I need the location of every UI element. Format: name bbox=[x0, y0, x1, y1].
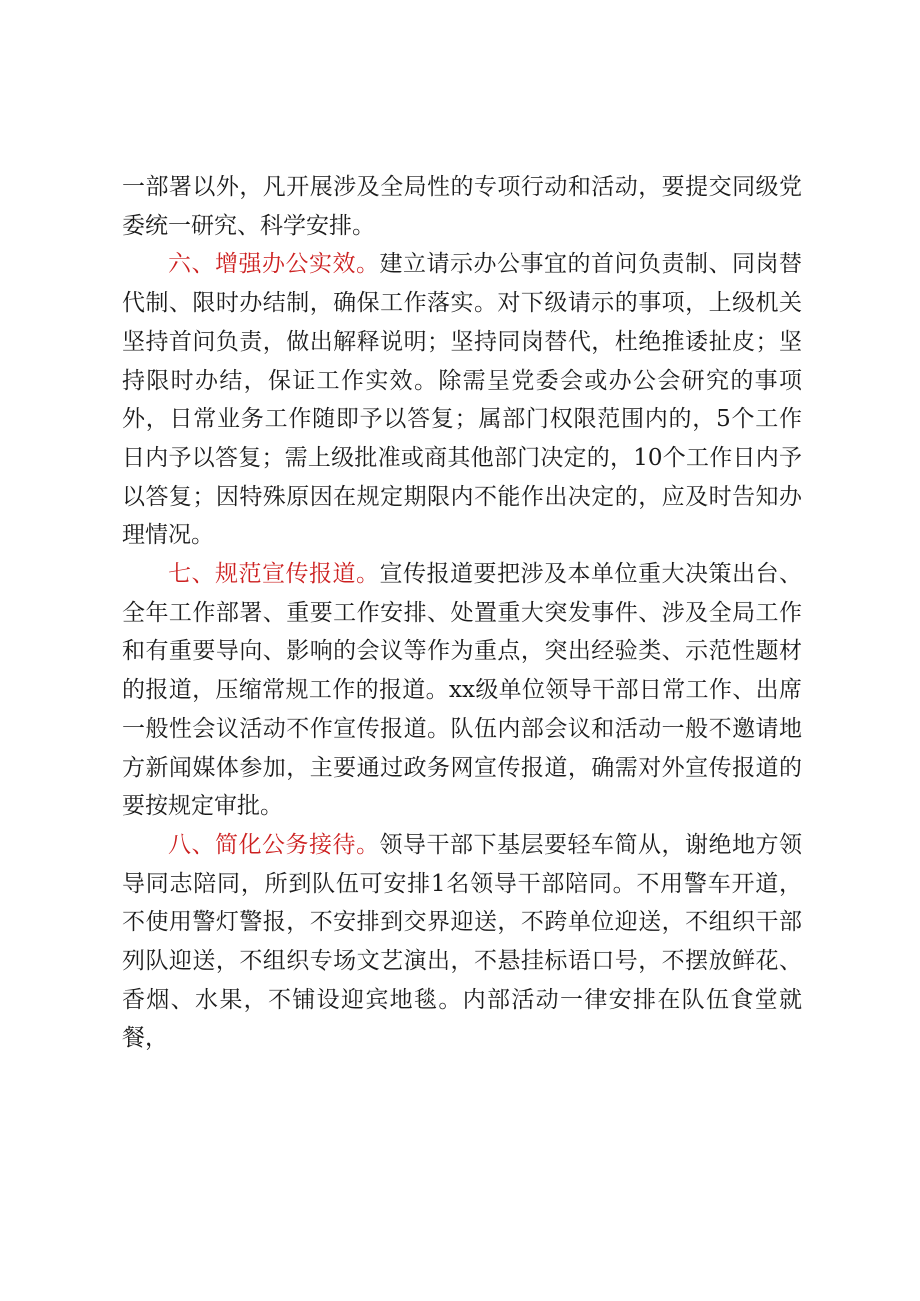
section-heading-eight: 八、简化公务接待。 bbox=[168, 831, 380, 858]
paragraph-section-six bbox=[122, 245, 802, 555]
document-page bbox=[122, 168, 802, 1058]
paragraph-body: 宣传报道要把涉及本单位重大决策出台、全年工作部署、重要工作安排、处置重大突发事件、涉及全局工作和有重要导向、影响的会议等作为重点，突出经验类、示范性题材的报道，压缩常规工作的报道。xx级单位领导干部日常工作、出席一般性会议活动不作宣传报道。队伍内部会议和活动一般不邀请地方新闻媒体参加，主要通过政务网宣传报道，确需对外宣传报道的要按规定审批。 bbox=[122, 561, 802, 820]
paragraph-body: 领导干部下基层要轻车简从，谢绝地方领导同志陪同，所到队伍可安排1名领导干部陪同。不用警车开道，不使用警灯警报，不安排到交界迎送，不跨单位迎送，不组织干部列队迎送，不组织专场文艺演出，不悬挂标语口号，不摆放鲜花、香烟、水果，不铺设迎宾地毯。内部活动一律安排在队伍食堂就餐， bbox=[122, 831, 802, 1052]
paragraph-section-seven bbox=[122, 555, 802, 826]
section-heading-six: 六、增强办公实效。 bbox=[168, 251, 380, 278]
paragraph-body: 一部署以外，凡开展涉及全局性的专项行动和活动，要提交同级党委统一研究、科学安排。 bbox=[122, 174, 802, 239]
paragraph-section-eight bbox=[122, 826, 802, 1058]
section-heading-seven: 七、规范宣传报道。 bbox=[168, 561, 380, 588]
paragraph-body: 建立请示办公事宜的首问负责制、同岗替代制、限时办结制，确保工作落实。对下级请示的事项，上级机关坚持首问负责，做出解释说明；坚持同岗替代，杜绝推诿扯皮；坚持限时办结，保证工作实效。除需呈党委会或办公会研究的事项外，日常业务工作随即予以答复；属部门权限范围内的，5个工作日内予以答复；需上级批准或商其他部门决定的，10个工作日内予以答复；因特殊原因在规定期限内不能作出决定的，应及时告知办理情况。 bbox=[122, 251, 802, 549]
paragraph-continuation bbox=[122, 168, 802, 245]
